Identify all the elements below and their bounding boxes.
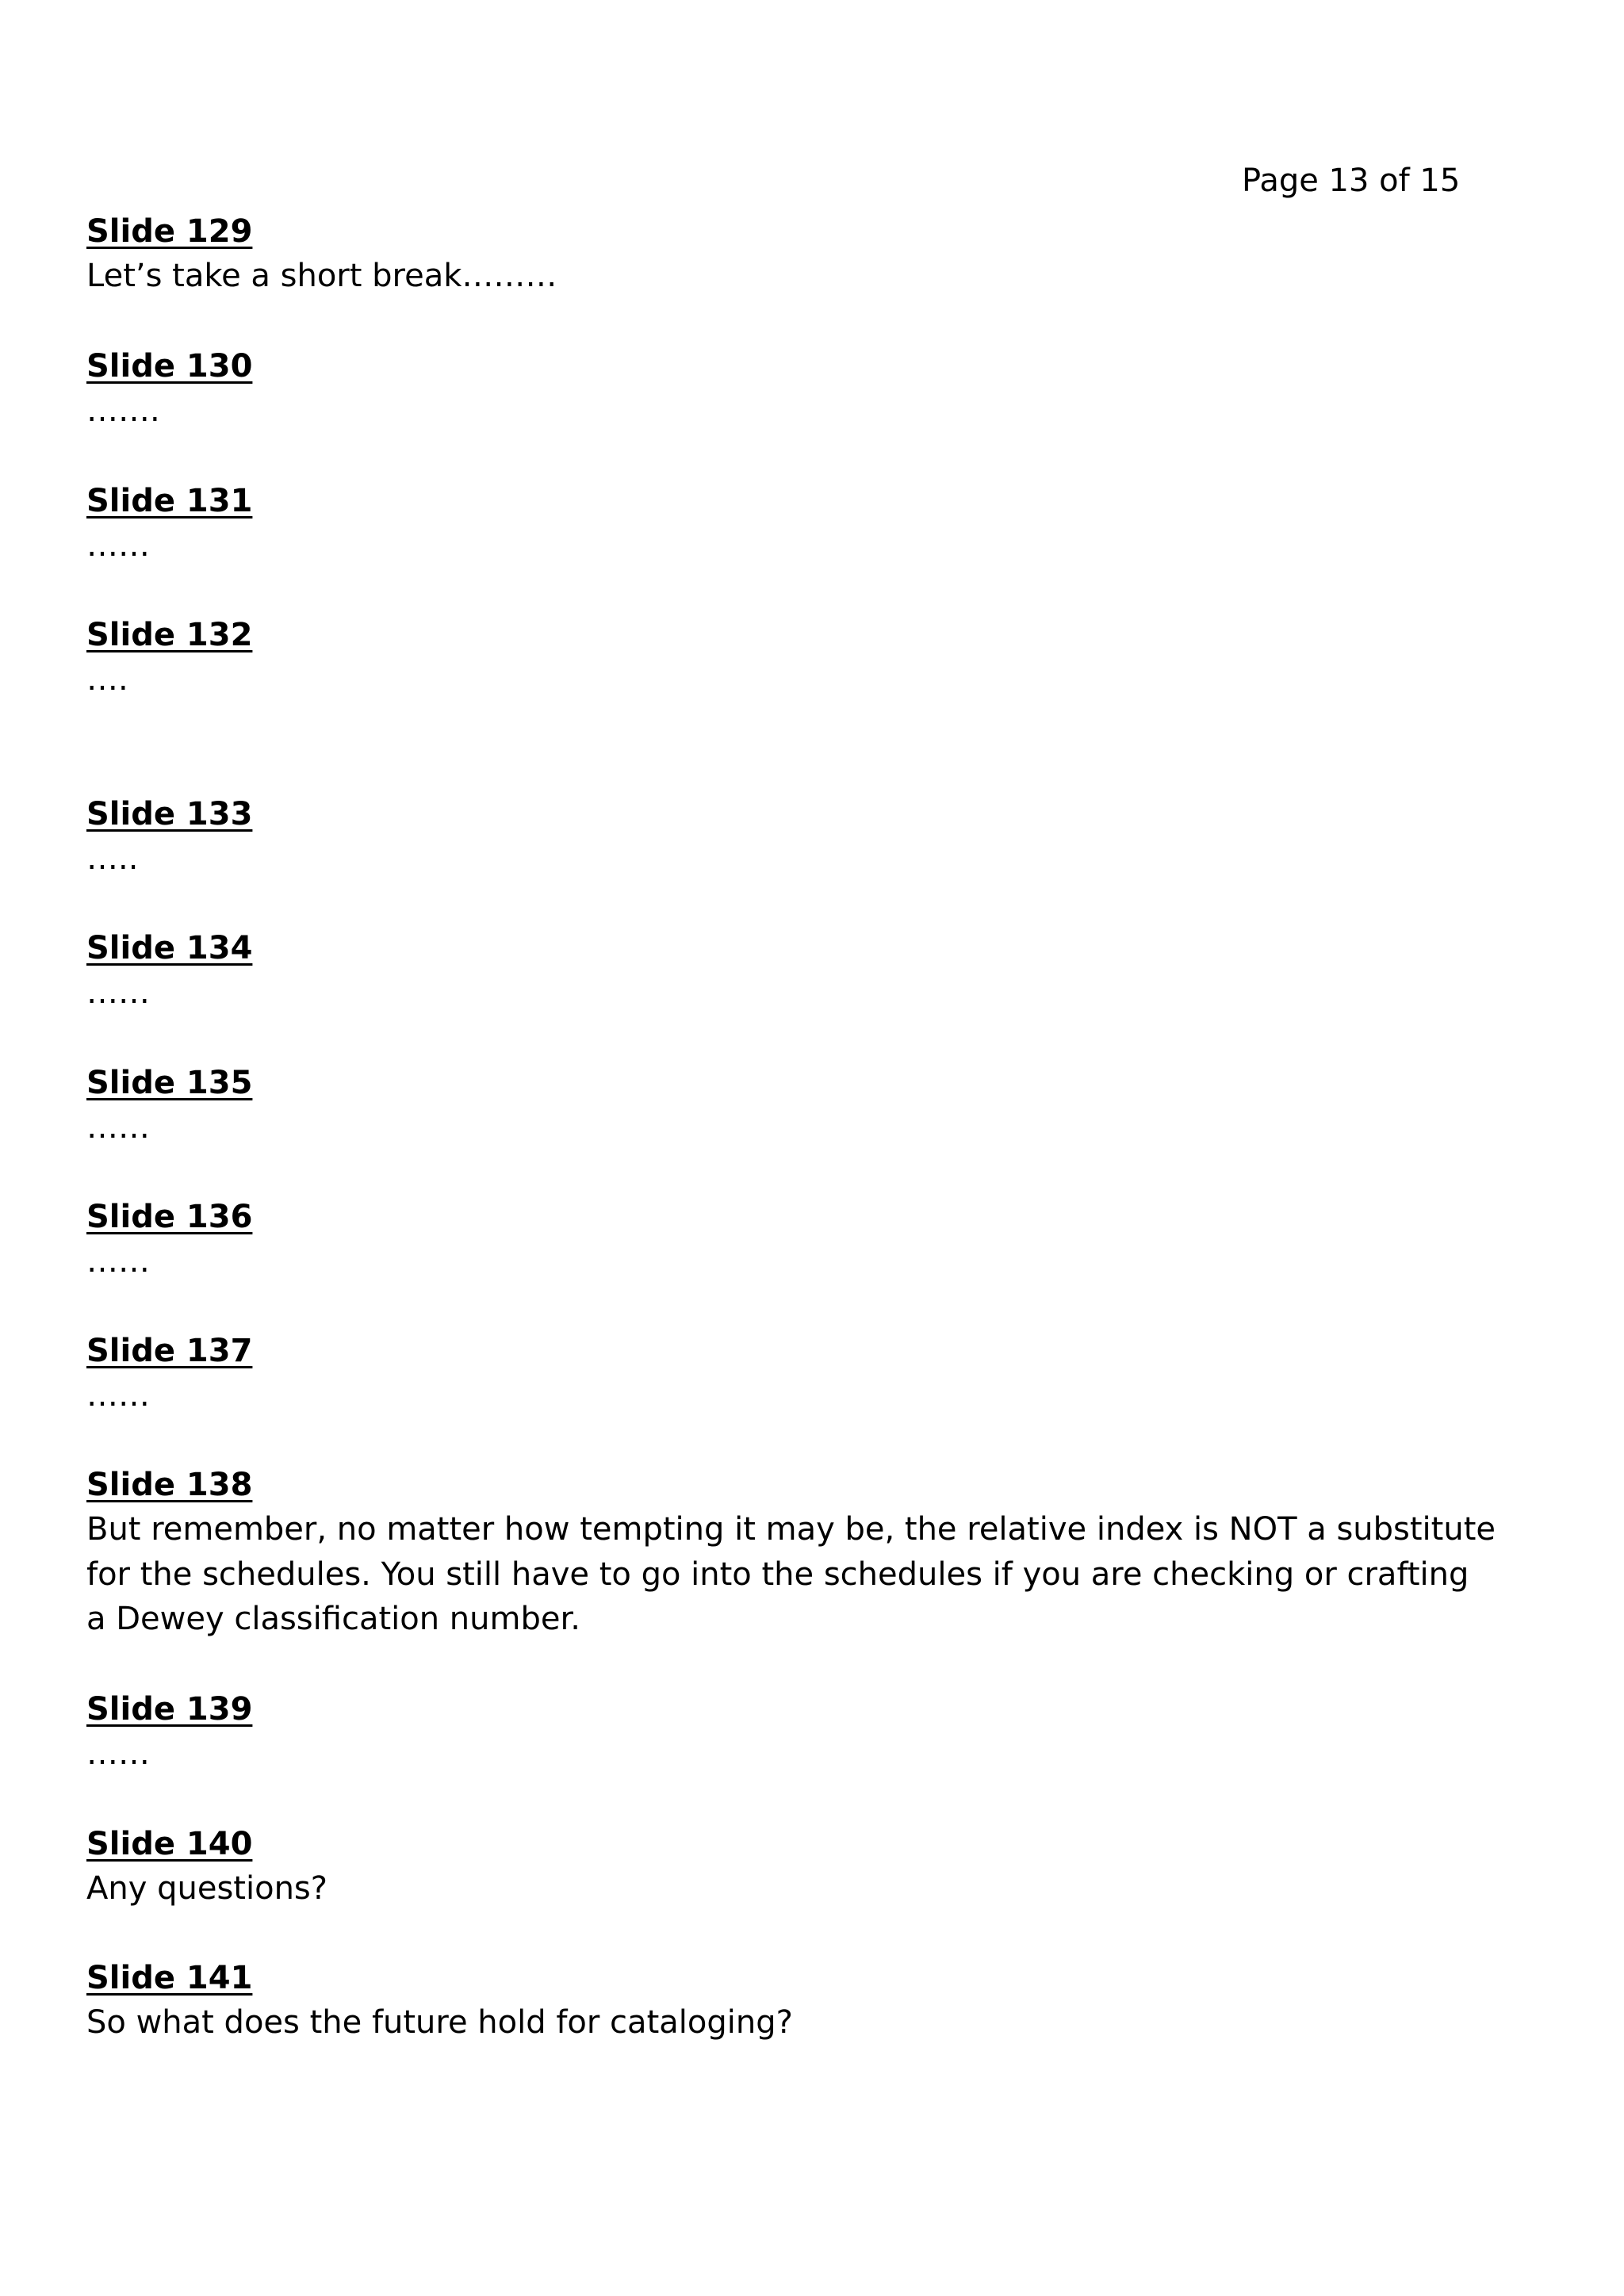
slide-heading: Slide 130 — [86, 348, 253, 385]
slide-note — [86, 1463, 1506, 1642]
slide-heading: Slide 134 — [86, 930, 253, 966]
slide-note-text: ….. — [86, 840, 139, 877]
slide-note-text: …… — [86, 1109, 150, 1146]
slide-note — [86, 613, 1498, 702]
slide-heading: Slide 136 — [86, 1199, 253, 1235]
slide-note-text: …. — [86, 661, 128, 698]
slide-heading: Slide 140 — [86, 1826, 253, 1862]
slide-heading: Slide 141 — [86, 1960, 253, 1996]
slide-note — [86, 344, 1498, 434]
slide-note-text: …… — [86, 1735, 150, 1772]
slide-note-text: …… — [86, 974, 150, 1011]
slide-note-text: ……. — [86, 392, 160, 429]
slide-note-text: But remember, no matter how tempting it may be, the relative index is NOT a substitute for the schedules. You still have to go into the schedules if you are checking or crafting a Dewey classification number. — [86, 1511, 1506, 1637]
slide-note — [86, 479, 1498, 568]
slide-note — [86, 209, 1498, 299]
slide-note-text: …… — [86, 1377, 150, 1414]
slide-note — [86, 1195, 1498, 1284]
slide-note-text: So what does the future hold for cataloging? — [86, 2004, 793, 2041]
slide-note — [86, 1061, 1498, 1150]
slide-heading: Slide 132 — [86, 617, 253, 653]
slide-heading: Slide 131 — [86, 483, 253, 519]
slide-note-text: Let’s take a short break……… — [86, 258, 557, 294]
slide-note-text: …… — [86, 527, 150, 564]
slide-heading: Slide 135 — [86, 1065, 253, 1101]
slide-note — [86, 1687, 1498, 1777]
page-number: Page 13 of 15 — [1242, 163, 1461, 199]
slide-note — [86, 1956, 1498, 2045]
slide-heading: Slide 138 — [86, 1467, 253, 1503]
slide-heading: Slide 137 — [86, 1333, 253, 1369]
slide-note — [86, 1329, 1498, 1418]
slide-note-text: Any questions? — [86, 1870, 327, 1907]
slide-heading: Slide 133 — [86, 796, 253, 832]
slide-heading: Slide 129 — [86, 213, 253, 250]
slide-note — [86, 1822, 1498, 1911]
slide-note — [86, 792, 1498, 882]
slide-note-text: …… — [86, 1243, 150, 1280]
slide-heading: Slide 139 — [86, 1691, 253, 1728]
slide-note — [86, 926, 1498, 1016]
